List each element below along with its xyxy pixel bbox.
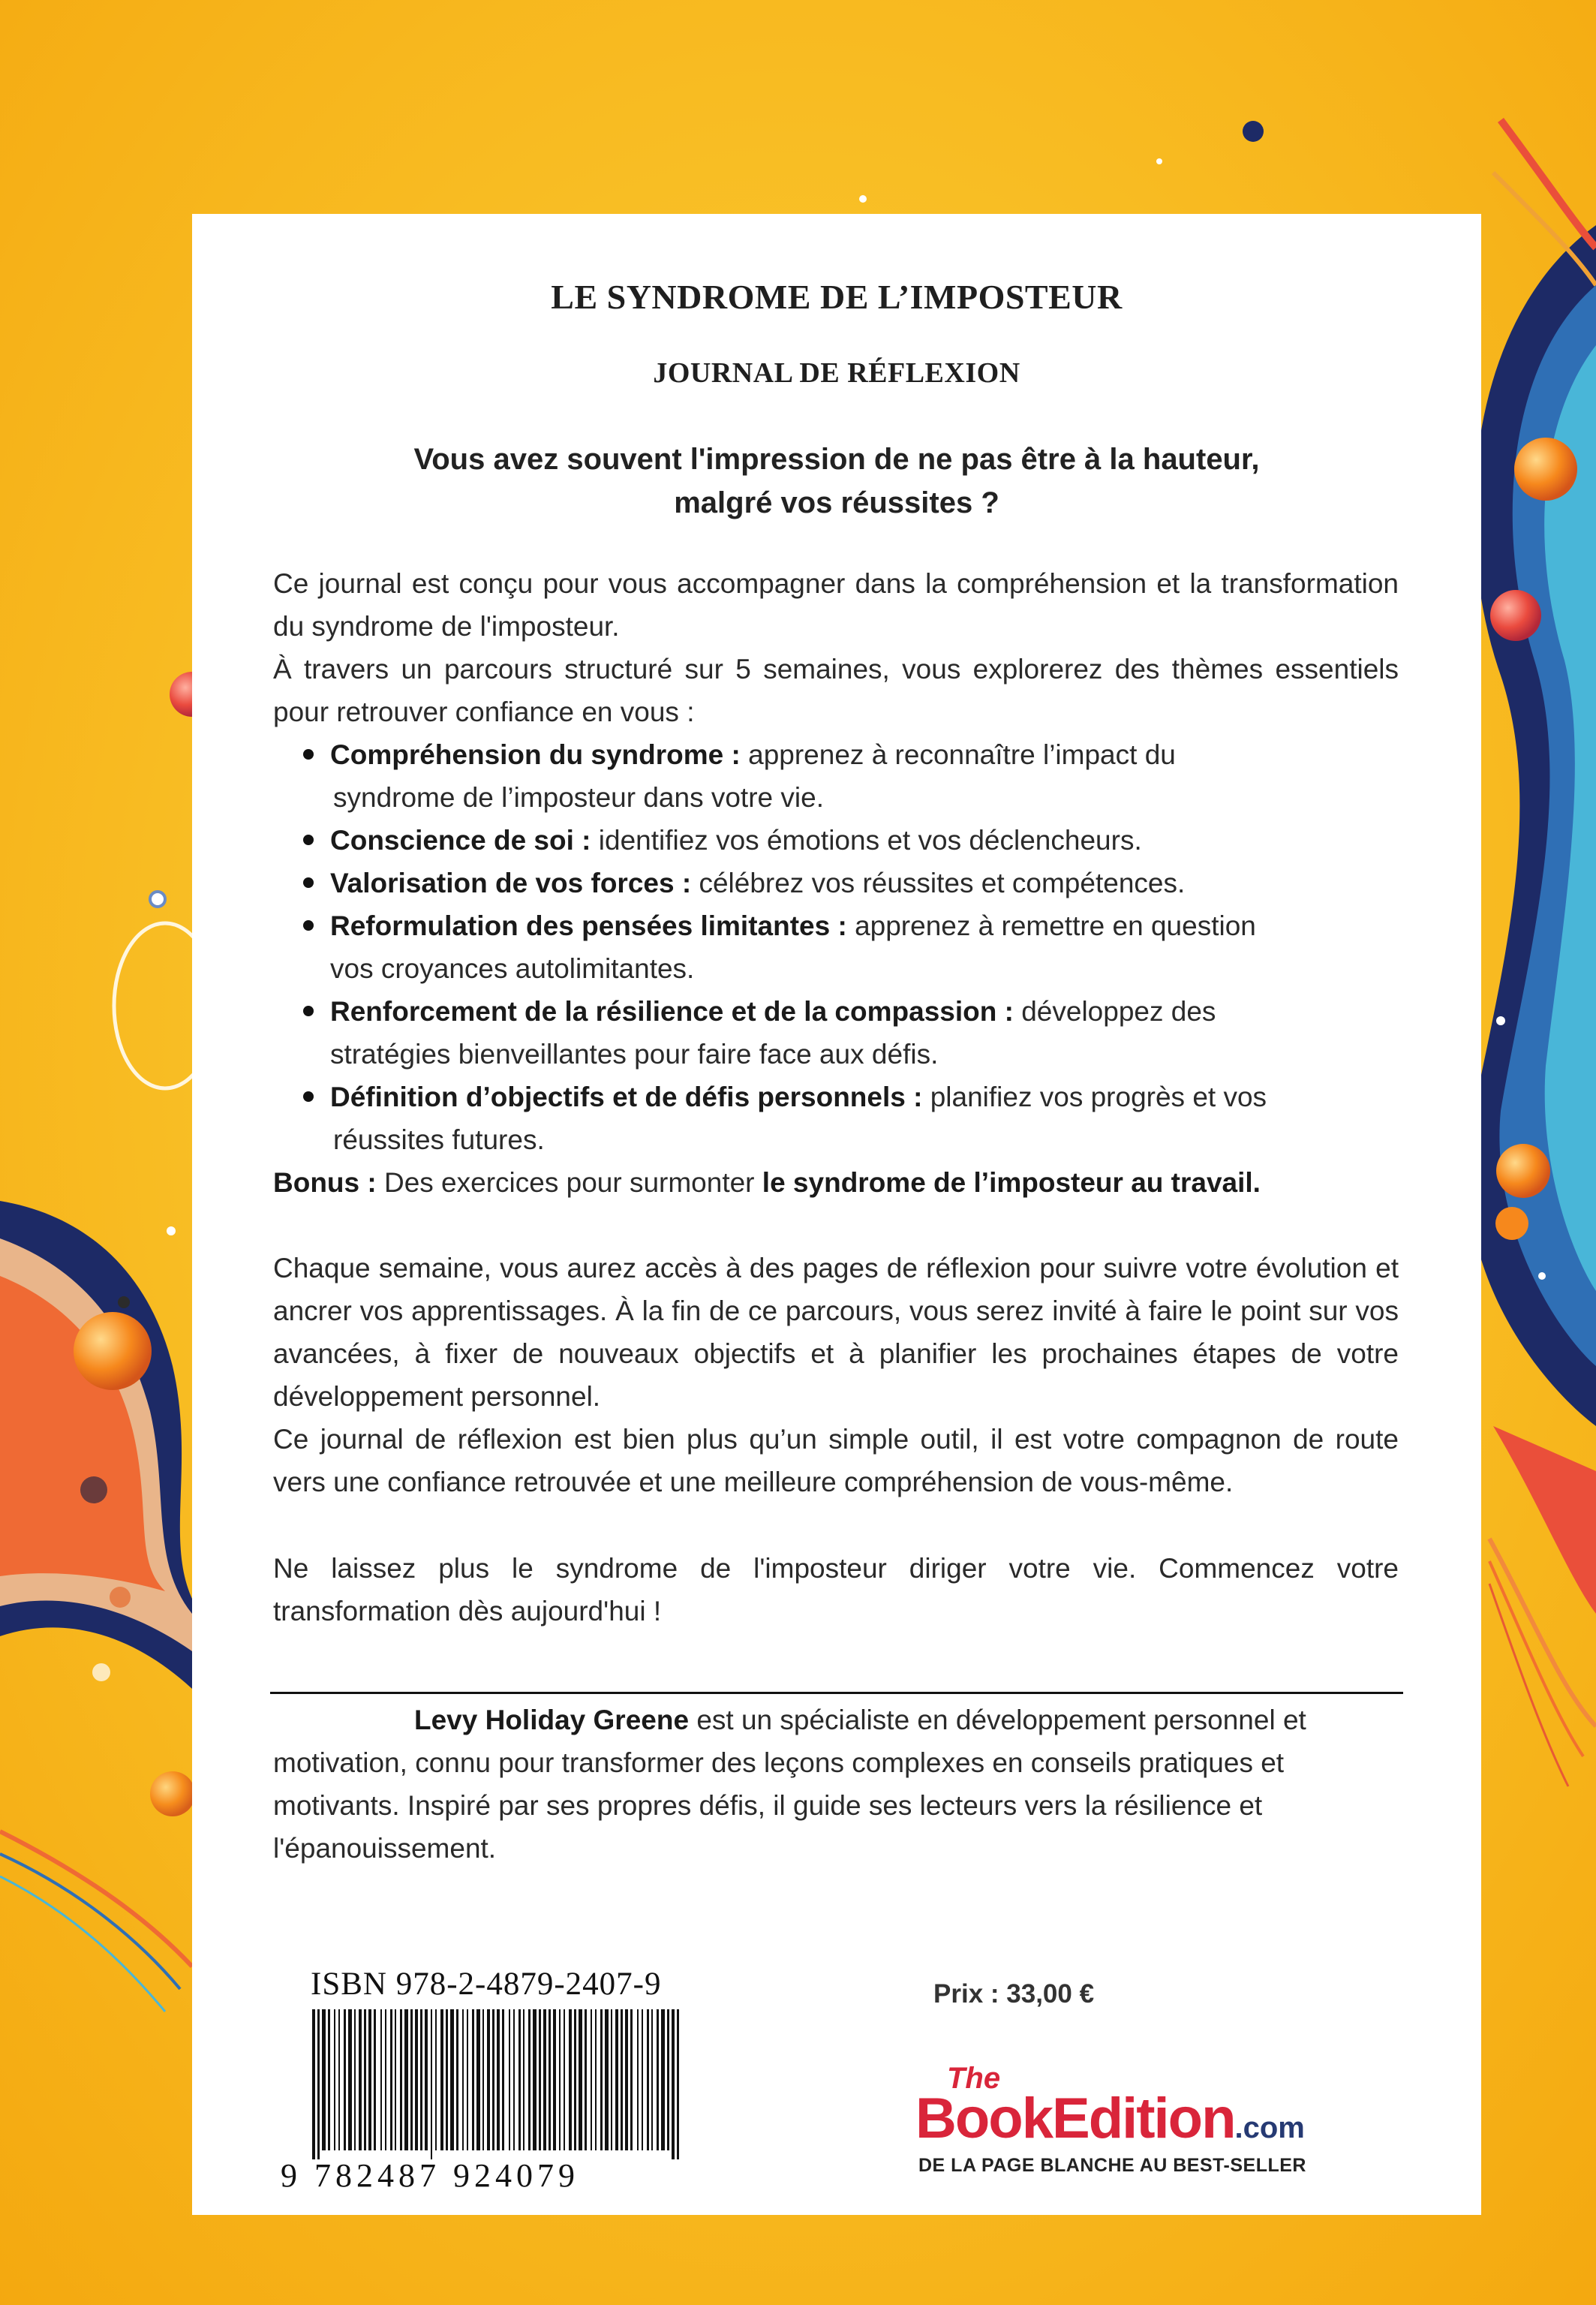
theme-item-continuation: stratégies bienveillantes pour faire face aux défis. <box>330 1039 939 1070</box>
barcode-bar <box>400 2009 402 2150</box>
barcode-bar <box>600 2009 603 2150</box>
barcode-bar <box>625 2009 628 2150</box>
barcode-bar <box>467 2009 468 2150</box>
ean-number: 9 782487 924079 <box>281 2157 579 2194</box>
barcode-bar <box>595 2009 597 2150</box>
barcode-bar <box>364 2009 366 2150</box>
theme-item: Reformulation des pensées limitantes : apprenez à remettre en question <box>303 904 1256 947</box>
bonus-line: Bonus : Des exercices pour surmonter le syndrome de l’imposteur au travail. <box>273 1167 1261 1198</box>
barcode-bar <box>334 2009 335 2150</box>
barcode-bar <box>533 2009 537 2150</box>
barcode-bar <box>585 2009 587 2150</box>
barcode-bar <box>539 2009 541 2150</box>
barcode-bar <box>359 2009 362 2150</box>
barcode-bar <box>312 2009 315 2159</box>
closing-paragraph: Ne laissez plus le syndrome de l'imposteur diriger votre vie. Commencez votre transformation dès aujourd'hui ! <box>273 1553 1399 1626</box>
barcode-bar <box>497 2009 500 2150</box>
price: Prix : 33,00 € <box>933 1979 1095 2009</box>
barcode-bar <box>368 2009 371 2150</box>
bullet-icon <box>303 877 314 888</box>
tagline-line-2: malgré vos réussites ? <box>674 486 999 519</box>
barcode-bar <box>435 2009 437 2150</box>
barcode-bar <box>518 2009 521 2150</box>
barcode-bar <box>569 2009 572 2150</box>
theme-item: Renforcement de la résilience et de la compassion : développez des <box>303 990 1216 1033</box>
weekly-paragraph: Chaque semaine, vous aurez accès à des pages de réflexion pour suivre votre évolution et ancrer vos apprentissages. À la fin de ce parcours, vous serez invité à faire le point sur vos avancées, à fixer de nouveaux objectifs et à planifier les prochaines étapes de votre développement personnel. Ce journal de réflexion est bien plus qu’un simple outil, il est votre compagnon de route vers une confiance retrouvée et une meilleure compréhension de vous-même. <box>273 1253 1399 1497</box>
theme-item: Valorisation de vos forces : célébrez vos réussites et compétences. <box>303 862 1185 904</box>
barcode-bar <box>677 2009 679 2159</box>
barcode-bar <box>528 2009 530 2150</box>
barcode-bar <box>380 2009 382 2150</box>
barcode-bar <box>404 2009 408 2150</box>
barcode-bar <box>338 2009 340 2150</box>
barcode-bar <box>487 2009 490 2150</box>
barcode-bar <box>492 2009 494 2150</box>
barcode-bar <box>431 2009 432 2159</box>
bullet-icon <box>303 749 314 760</box>
publisher-logo <box>915 2063 1411 2183</box>
barcode-bar <box>348 2009 352 2150</box>
tagline-line-1: Vous avez souvent l'impression de ne pas être à la hauteur, <box>413 443 1260 476</box>
intro-paragraph-2: À travers un parcours structuré sur 5 semaines, vous explorerez des thèmes essentiels pour retrouver confiance en vous : <box>273 654 1399 727</box>
barcode-bar <box>344 2009 346 2150</box>
barcode-bar <box>450 2009 454 2150</box>
barcode-bar <box>667 2009 669 2150</box>
book-title: LE SYNDROME DE L’IMPOSTEUR <box>551 278 1123 316</box>
barcode <box>312 2009 680 2159</box>
theme-item: Conscience de soi : identifiez vos émotions et vos déclencheurs. <box>303 819 1142 862</box>
theme-item-continuation: réussites futures. <box>333 1124 545 1155</box>
barcode-bar <box>630 2009 633 2150</box>
barcode-bar <box>523 2009 524 2150</box>
barcode-bar <box>642 2009 643 2150</box>
barcode-bar <box>374 2009 376 2150</box>
barcode-bar <box>509 2009 510 2150</box>
barcode-bar <box>549 2009 551 2150</box>
barcode-bar <box>553 2009 556 2150</box>
barcode-bar <box>615 2009 618 2150</box>
publisher-logo-wordmark: BookEdition.com <box>915 2087 1305 2150</box>
barcode-bar <box>657 2009 659 2150</box>
separator-line <box>270 1692 1403 1694</box>
barcode-bar <box>446 2009 448 2150</box>
barcode-bar <box>647 2009 649 2150</box>
barcode-bar <box>476 2009 480 2150</box>
intro-paragraph-1: Ce journal est conçu pour vous accompagner dans la compréhension et la transformation du syndrome de l'imposteur. <box>273 568 1399 642</box>
theme-item: Compréhension du syndrome : apprenez à reconnaître l’impact du <box>303 733 1176 776</box>
author-bio: Levy Holiday Greene est un spécialiste en développement personnel et motivation, connu pour transformer des leçons complexes en conseils pratiques et motivants. Inspiré par ses propres défis, il guide ses lecteurs vers la résilience et l'épanouissement. <box>273 1705 1306 1864</box>
barcode-bar <box>322 2009 326 2150</box>
theme-item-continuation: syndrome de l’imposteur dans votre vie. <box>333 782 824 813</box>
barcode-bar <box>328 2009 330 2150</box>
barcode-bar <box>354 2009 356 2150</box>
barcode-bar <box>462 2009 464 2150</box>
barcode-bar <box>395 2009 396 2150</box>
barcode-bar <box>611 2009 612 2150</box>
bullet-icon <box>303 835 314 845</box>
book-subtitle: JOURNAL DE RÉFLEXION <box>653 357 1020 389</box>
barcode-bar <box>390 2009 392 2150</box>
bullet-icon <box>303 1006 314 1016</box>
barcode-bar <box>502 2009 504 2150</box>
barcode-bar <box>425 2009 428 2150</box>
barcode-bar <box>415 2009 418 2150</box>
barcode-bar <box>385 2009 386 2150</box>
barcode-bar <box>420 2009 422 2150</box>
theme-item: Définition d’objectifs et de défis personnels : planifiez vos progrès et vos <box>303 1076 1267 1118</box>
barcode-bar <box>574 2009 576 2150</box>
barcode-bar <box>482 2009 484 2150</box>
barcode-bar <box>513 2009 515 2150</box>
barcode-bar <box>591 2009 592 2150</box>
barcode-bar <box>579 2009 582 2150</box>
publisher-tagline: DE LA PAGE BLANCHE AU BEST-SELLER <box>918 2155 1306 2176</box>
barcode-bar <box>472 2009 474 2150</box>
bullet-icon <box>303 1091 314 1102</box>
theme-item-continuation: vos croyances autolimitantes. <box>330 953 695 984</box>
barcode-bar <box>410 2009 413 2150</box>
isbn-label: ISBN 978-2-4879-2407-9 <box>311 1966 662 2002</box>
barcode-bar <box>559 2009 561 2150</box>
barcode-bar <box>651 2009 653 2150</box>
publisher-logo-the: The <box>947 2062 1001 2095</box>
barcode-bar <box>621 2009 623 2150</box>
back-cover-panel <box>192 214 1481 2215</box>
barcode-bar <box>456 2009 458 2150</box>
barcode-bar <box>672 2009 675 2159</box>
barcode-bar <box>637 2009 639 2150</box>
barcode-bar <box>440 2009 443 2150</box>
barcode-bar <box>605 2009 609 2150</box>
barcode-bar <box>543 2009 546 2150</box>
author-name: Levy Holiday Greene <box>414 1705 690 1735</box>
barcode-bar <box>661 2009 665 2150</box>
barcode-bar <box>317 2009 320 2159</box>
barcode-bar <box>564 2009 565 2150</box>
bullet-icon <box>303 920 314 931</box>
